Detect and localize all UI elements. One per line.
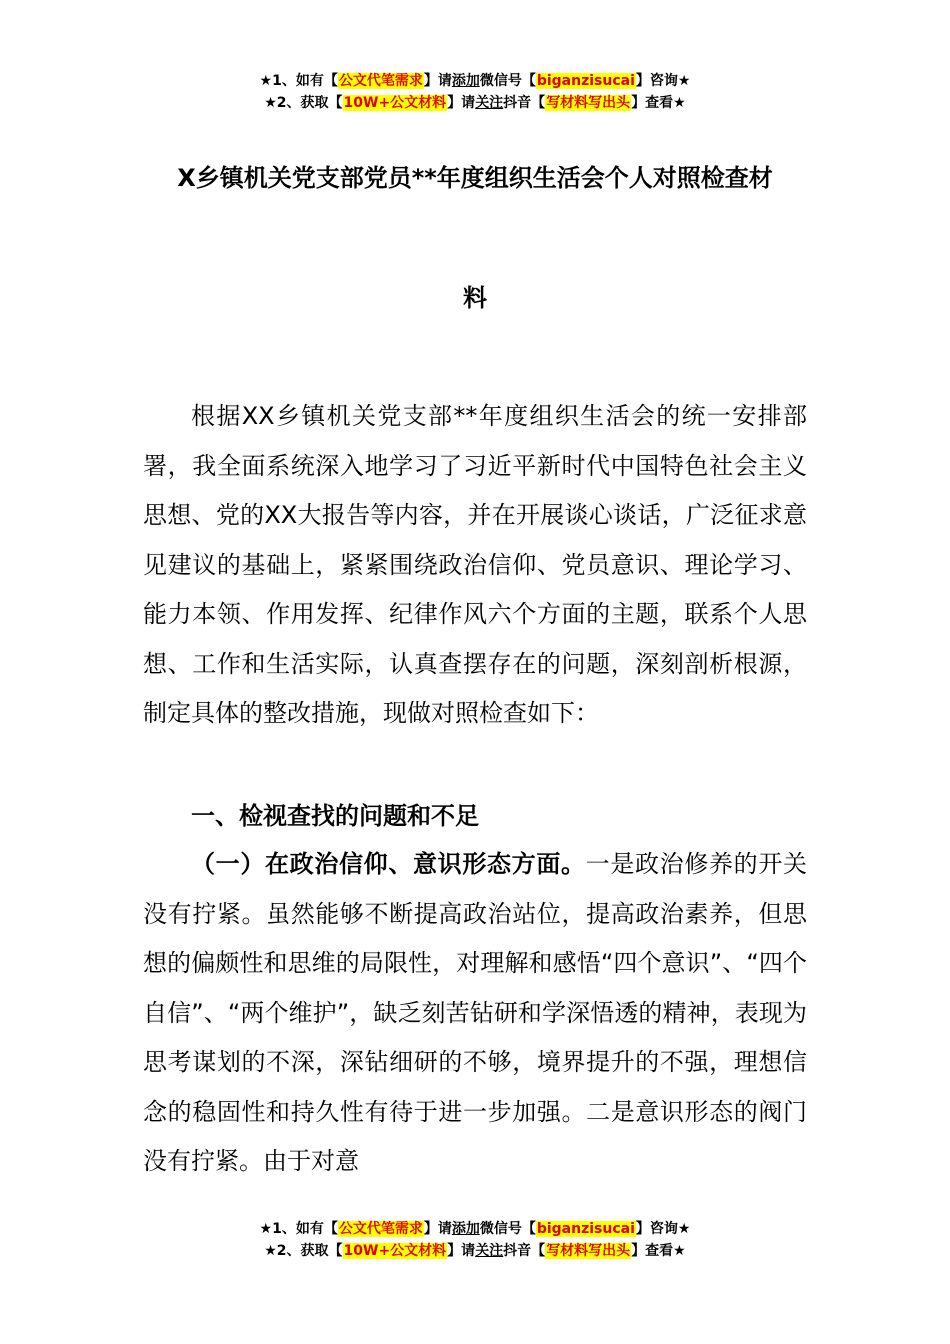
banner-text: 抖音【 <box>503 1243 546 1259</box>
banner-highlight: 公文代笔需求 <box>338 1221 423 1237</box>
banner-emphasis: 添加 <box>451 1221 480 1237</box>
banner-text: 】请 <box>423 1221 452 1237</box>
banner-highlight: 10W+公文材料 <box>343 1243 447 1259</box>
section-heading: 一、检视查找的问题和不足 <box>191 802 479 830</box>
banner-line-1 <box>0 1218 950 1240</box>
paragraph-text: 一是政治修养的开关没有拧紧。虽然能够不断提高政治站位，提高政治素养，但思想的偏颇性和思维的局限性，对理解和感悟“四个意识”、“四个自信”、“两个维护”，缺乏刻苦钻研和学深悟透的精神，表现为思考谋划的不深，深钻细研的不够，境界提升的不强，理想信念的稳固性和持久性有待于进一步加强。二是意识形态的阀门没有拧紧。由于对意 <box>143 850 808 1175</box>
banner-text: 】请 <box>447 1243 476 1259</box>
banner-text: 微信号【 <box>479 73 536 89</box>
banner-text: 】请 <box>447 95 476 111</box>
intro-paragraph: 根据XX乡镇机关党支部**年度组织生活会的统一安排部署，我全面系统深入地学习了习近平新时代中国特色社会主义思想、党的XX大报告等内容，并在开展谈心谈话，广泛征求意见建议的基础上，紧紧围绕政治信仰、党员意识、理论学习、能力本领、作用发挥、纪律作风六个方面的主题，联系个人思想、工作和生活实际，认真查摆存在的问题，深刻剖析根源，制定具体的整改措施，现做对照检查如下： <box>143 402 807 727</box>
bottom-banner <box>0 1218 950 1262</box>
paragraph-lead: （一）在政治信仰、意识形态方面。 <box>191 850 586 878</box>
banner-highlight: 写材料写出头 <box>546 1243 631 1259</box>
body-paragraph <box>143 840 807 1187</box>
document-title-line-1: X乡镇机关党支部党员**年度组织生活会个人对照检查材 <box>177 164 773 192</box>
banner-text: 】咨询★ <box>635 73 691 89</box>
banner-text: 】查看★ <box>631 95 686 111</box>
banner-emphasis: 关注 <box>475 95 504 111</box>
banner-line-1 <box>0 70 950 92</box>
banner-highlight: 写材料写出头 <box>546 95 631 111</box>
banner-highlight: biganzisucai <box>536 1221 635 1237</box>
banner-line-2 <box>0 92 950 114</box>
banner-text: ★2、获取【 <box>264 95 343 111</box>
banner-emphasis: 添加 <box>451 73 480 89</box>
banner-text: 】咨询★ <box>635 1221 691 1237</box>
banner-text: 微信号【 <box>479 1221 536 1237</box>
top-banner <box>0 70 950 114</box>
banner-text: ★2、获取【 <box>264 1243 343 1259</box>
banner-emphasis: 关注 <box>475 1243 504 1259</box>
banner-highlight: 10W+公文材料 <box>343 95 447 111</box>
banner-text: ★1、如有【 <box>259 73 338 89</box>
banner-text: 抖音【 <box>503 95 546 111</box>
banner-highlight: 公文代笔需求 <box>338 73 423 89</box>
banner-text: ★1、如有【 <box>259 1221 338 1237</box>
banner-text: 】请 <box>423 73 452 89</box>
banner-text: 】查看★ <box>631 1243 686 1259</box>
banner-highlight: biganzisucai <box>536 73 635 89</box>
document-title-line-2: 料 <box>463 284 487 312</box>
banner-line-2 <box>0 1240 950 1262</box>
